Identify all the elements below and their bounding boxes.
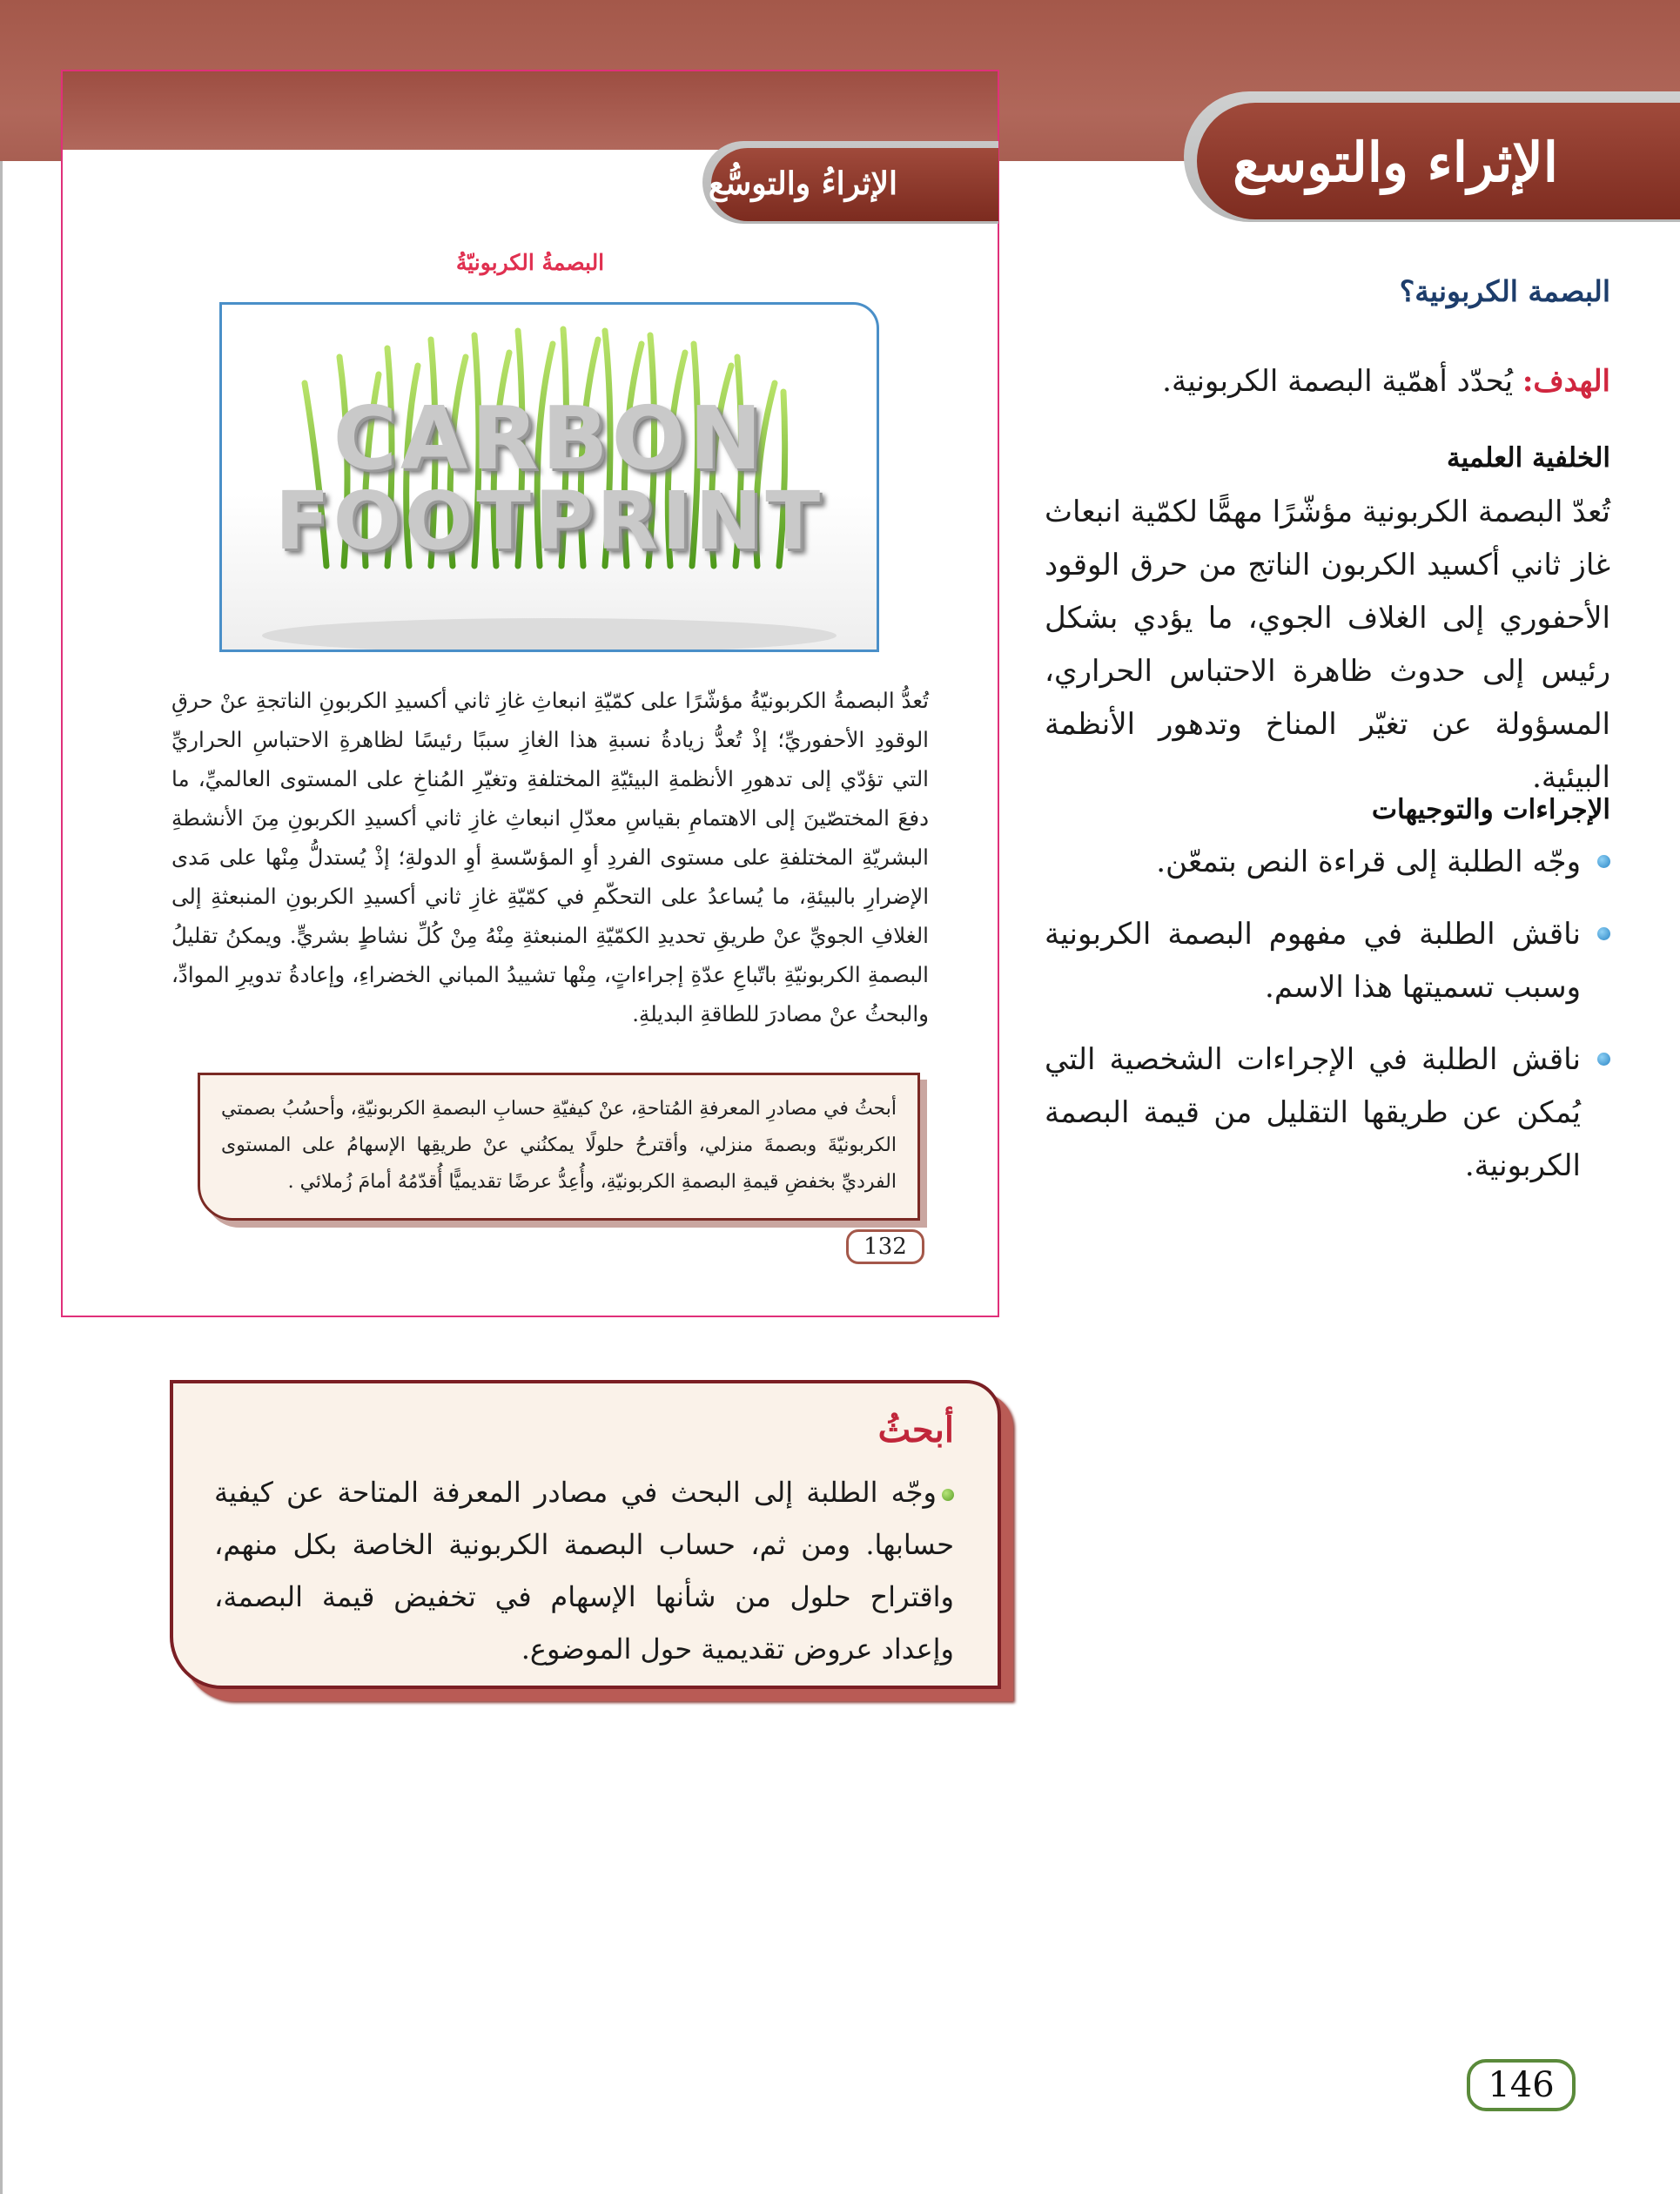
research-text-block bbox=[214, 1466, 954, 1675]
goal-label: الهدف: bbox=[1522, 364, 1610, 399]
procedures-list bbox=[1045, 836, 1610, 1212]
carbon-footprint-photo bbox=[219, 302, 879, 652]
image-word-carbon: CARBON bbox=[333, 387, 766, 489]
background-heading: الخلفية العلمية bbox=[1447, 442, 1610, 474]
lesson-title-text: البصمة الكربونية؟ bbox=[1399, 274, 1610, 308]
section-title: الإثراء والتوسع bbox=[1233, 131, 1558, 194]
book-page-number: 132 bbox=[846, 1229, 924, 1264]
procedure-item: ناقش الطلبة في مفهوم البصمة الكربونية وسبب تسميتها هذا الاسم. bbox=[1045, 908, 1610, 1014]
book-research-note-text: أبحثُ في مصادرِ المعرفةِ المُتاحةِ، عنْ كيفيّةِ حسابِ البصمةِ الكربونيّةِ، وأحسُبُ بصمتي الكربونيّةَ وبصمةَ منزلي، وأقترحُ حلولًا يمكنُني عنْ طريقِها الإسهامُ على المستوى الفرديِّ بخفضِ قيمةِ البصمةِ الكربونيّةِ، وأُعِدُّ عرضًا تقديميًّا أُقدّمُهُ أمامَ زُملائي . bbox=[221, 1098, 897, 1193]
background-text: تُعدّ البصمة الكربونية مؤشّرًا مهمًّا لكمّية انبعاث غاز ثاني أكسيد الكربون الناتج من حرق الوقود الأحفوري إلى الغلاف الجوي، ما يؤدي بشكل رئيس إلى حدوث ظاهرة الاحتباس الحراري، المسؤولة عن تغيّر المناخ وتدهور الأنظمة البيئية. bbox=[1045, 495, 1610, 795]
research-title: أبحثُ bbox=[877, 1410, 954, 1450]
page-number: 146 bbox=[1467, 2059, 1576, 2111]
research-text: وجّه الطلبة إلى البحث في مصادر المعرفة المتاحة عن كيفية حسابها. ومن ثم، حساب البصمة الكربونية الخاصة بكل منهم، واقتراح حلول من شأنها الإسهام في تخفيض قيمة البصمة، وإعداد عروض تقديمية حول الموضوع. bbox=[214, 1476, 954, 1666]
book-research-note bbox=[198, 1073, 920, 1221]
book-section-title: الإثراءُ والتوسُّع bbox=[708, 165, 897, 202]
research-box bbox=[170, 1380, 1001, 1689]
bullet-icon bbox=[942, 1489, 954, 1501]
procedure-item: ناقش الطلبة في الإجراءات الشخصية التي يُمكن عن طريقها التقليل من قيمة البصمة الكربونية. bbox=[1045, 1033, 1610, 1193]
book-page-banner bbox=[63, 71, 998, 150]
procedures-heading: الإجراءات والتوجيهات bbox=[1371, 794, 1610, 825]
image-caption-title: البصمةُ الكربونيّةُ bbox=[455, 250, 605, 275]
book-paragraph: تُعدُّ البصمةُ الكربونيّةُ مؤشّرًا على كمّيّةِ انبعاثِ غازِ ثاني أكسيدِ الكربونِ الناتجةِ عنْ حرقِ الوقودِ الأحفوريِّ؛ إذْ تُعدُّ زيادةُ نسبةِ هذا الغازِ سببًا رئيسًا لظاهرةِ الاحتباسِ الحراريِّ التي تؤدّي إلى تدهورِ الأنظمةِ البيئيّةِ المختلفةِ وتغيّرِ المُناخِ على المستوى العالميِّ، ما دفعَ المختصّينَ إلى الاهتمامِ بقياسِ معدّلِ انبعاثِ غازِ ثاني أكسيدِ الكربونِ مِنَ الأنشطةِ البشريّةِ المختلفةِ على مستوى الفردِ أوِ المؤسّسةِ أوِ الدولةِ؛ إذْ يُستدلُّ مِنْها على مَدى الإضرارِ بالبيئةِ، ما يُساعدُ على التحكّمِ في كمّيّةِ غازِ ثاني أكسيدِ الكربونِ المنبعثةِ إلى الغلافِ الجويِّ عنْ طريقِ تحديدِ الكمّيّةِ المنبعثةِ مِنْهُ مِنْ كُلِّ نشاطٍ بشريٍّ. ويمكنُ تقليلُ البصمةِ الكربونيّةِ باتّباعِ عدّةِ إجراءاتٍ، مِنْها تشييدُ المباني الخضراءِ، وإعادةُ تدويرِ الموادِّ، والبحثُ عنْ مصادرَ للطاقةِ البديلةِ. bbox=[171, 688, 929, 1026]
student-book-page bbox=[61, 70, 999, 1317]
lesson-goal bbox=[1045, 364, 1610, 399]
lesson-title bbox=[1045, 274, 1610, 308]
image-word-footprint: FOOTPRINT bbox=[274, 474, 824, 568]
procedure-item: وجّه الطلبة إلى قراءة النص بتمعّن. bbox=[1045, 836, 1610, 889]
goal-text: يُحدّد أهمّية البصمة الكربونية. bbox=[1162, 364, 1522, 399]
left-margin-rule bbox=[0, 161, 3, 2194]
